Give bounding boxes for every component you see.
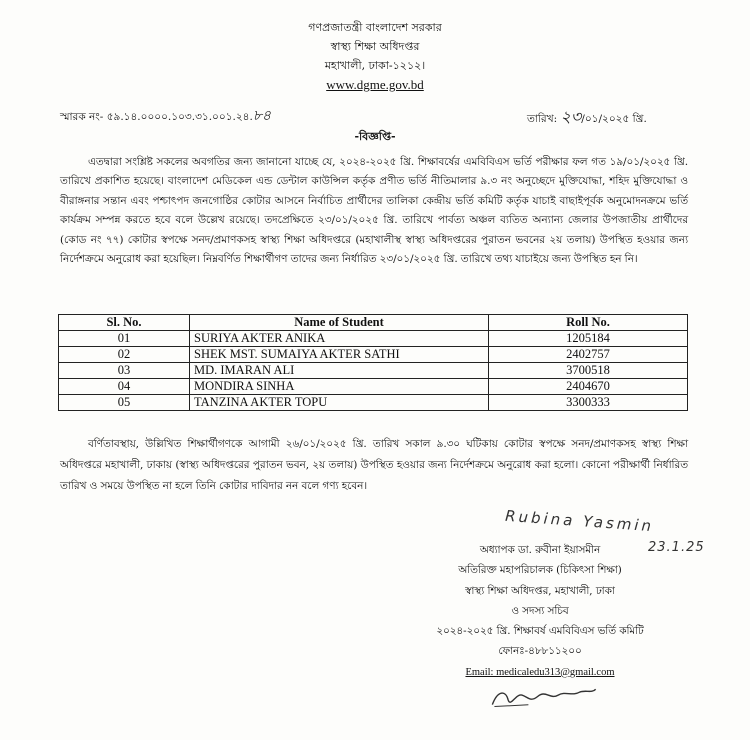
serial-cell: 03 <box>59 363 190 379</box>
name-cell: SHEK MST. SUMAIYA AKTER SATHI <box>190 347 489 363</box>
header-serial: Sl. No. <box>59 315 190 331</box>
govt-header <box>0 18 750 95</box>
website-link[interactable]: www.dgme.gov.bd <box>326 77 424 92</box>
roll-cell: 2402757 <box>489 347 688 363</box>
memo-label: স্মারক নং- ৫৯.১৪.০০০০.১০৩.৩১.০০১.২৪. <box>60 111 253 123</box>
signatory-office: স্বাস্থ্য শিক্ষা অধিদপ্তর, মহাখালী, ঢাকা <box>465 584 615 597</box>
roll-cell: 2404670 <box>489 379 688 395</box>
notice-title: -বিজ্ঞপ্তি- <box>354 130 396 143</box>
handwritten-signature-name: Rubina Yasmin <box>504 506 655 536</box>
signatory-title: অতিরিক্ত মহাপরিচালক (চিকিৎসা শিক্ষা) <box>458 564 622 577</box>
roll-cell: 1205184 <box>489 331 688 347</box>
serial-cell: 01 <box>59 331 190 347</box>
name-cell: TANZINA AKTER TOPU <box>190 395 489 411</box>
header-line-1: গণপ্রজাতন্ত্রী বাংলাদেশ সরকার <box>308 21 442 34</box>
name-cell: MD. IMARAN ALI <box>190 363 489 379</box>
table-row <box>59 379 688 395</box>
memo-number <box>60 104 271 128</box>
signatory-phone: ফোনঃ-৪৮৮১১২০০ <box>498 645 582 658</box>
signatory-email-link[interactable]: Email: medicaledu313@gmail.com <box>465 666 615 678</box>
table-row <box>59 395 688 411</box>
date-label: তারিখ: <box>527 113 558 125</box>
signatory-block <box>410 540 670 683</box>
header-line-2: স্বাস্থ্য শিক্ষা অধিদপ্তর <box>330 40 420 53</box>
signatory-role: ও সদস্য সচিব <box>511 604 569 617</box>
notice-paragraph-2: বর্ণিতাবস্থায়, উল্লিখিত শিক্ষার্থীগণকে আগামী ২৬/০১/২০২৫ খ্রি. তারিখ সকাল ৯.৩০ ঘটিকায় কোটার স্বপক্ষে সনদ/প্রমাণকসহ স্বাস্থ্য শিক্ষা অধিদপ্তরে মহাখালী, ঢাকায় (স্বাস্থ্য অধিদপ্তরের পুরাতন ভবন, ২য় তলায়) উপস্থিত হওয়ার জন্য নির্দেশক্রমে অনুরোধ করা হলো। কোনো পরীক্ষার্থী নির্ধারিত তারিখ ও সময়ে উপস্থিত না হলে তিনি কোটার দাবিদার নন বলে গণ্য হবেন। <box>60 438 688 492</box>
header-name: Name of Student <box>190 315 489 331</box>
date-handwritten-day: ২৩ <box>560 107 582 126</box>
date-rest: /০১/২০২৫ খ্রি. <box>581 113 647 125</box>
handwritten-signature-date: 23.1.25 <box>648 540 705 555</box>
table-row <box>59 363 688 379</box>
absent-students-table <box>58 314 688 411</box>
name-cell: MONDIRA SINHA <box>190 379 489 395</box>
name-cell: SURIYA AKTER ANIKA <box>190 331 489 347</box>
issue-date <box>527 104 647 131</box>
roll-cell: 3700518 <box>489 363 688 379</box>
table-row <box>59 347 688 363</box>
header-roll: Roll No. <box>489 315 688 331</box>
memo-handwritten-number: ৮৪ <box>252 108 272 124</box>
bottom-signature-mark <box>487 681 598 713</box>
table-row <box>59 331 688 347</box>
roll-cell: 3300333 <box>489 395 688 411</box>
signatory-committee: ২০২৪-২০২৫ খ্রি. শিক্ষাবর্ষ এমবিবিএস ভর্তি কমিটি <box>436 625 644 638</box>
table-header-row <box>59 315 688 331</box>
serial-cell: 04 <box>59 379 190 395</box>
serial-cell: 05 <box>59 395 190 411</box>
serial-cell: 02 <box>59 347 190 363</box>
header-line-3: মহাখালী, ঢাকা-১২১২। <box>324 59 426 72</box>
signatory-name: অধ্যাপক ডা. রুবীনা ইয়াসমীন <box>479 544 601 556</box>
notice-paragraph-1: এতদ্বারা সংশ্লিষ্ট সকলের অবগতির জন্য জানানো যাচ্ছে যে, ২০২৪-২০২৫ খ্রি. শিক্ষাবর্ষের এমবিবিএস ভর্তি পরীক্ষার ফল গত ১৯/০১/২০২৫ খ্রি. তারিখে প্রকাশিত হয়েছে। বাংলাদেশ মেডিকেল এন্ড ডেন্টাল কাউন্সিল কর্তৃক প্রণীত ভর্তি নীতিমালার ৯.৩ নং অনুচ্ছেদে মুক্তিযোদ্ধা, শহিদ মুক্তিযোদ্ধা ও বীরাঙ্গনার সন্তান এবং পশ্চাৎপদ জনগোষ্ঠির কোটার আসনে নির্বাচিত প্রার্থীদের তালিকা কেন্দ্রীয় ভর্তি কমিটি কর্তৃক যাচাই বাছাইপূর্বক অনুমোদনক্রমে ভর্তি কার্যক্রম সম্পন্ন করতে হবে বলে উল্লেখ রয়েছে। তদপ্রেক্ষিতে ২৩/০১/২০২৫ খ্রি. তারিখে পার্বত্য অঞ্চল ব্যতিত অন্যান্য জেলার উপজাতীয় প্রার্থীদের (কোড নং ৭৭) কোটার স্বপক্ষে সনদ/প্রমাণকসহ স্বাস্থ্য শিক্ষা অধিদপ্তরে (মহাখালীস্থ স্বাস্থ্য অধিদপ্তরের পুরাতন ভবনের ২য় তলায়) উপস্থিত হওয়ার জন্য নির্দেশক্রমে অনুরোধ করা হয়েছিল। নিম্নবর্ণিত শিক্ষার্থীগণ তাদের জন্য নির্ধারিত ২৩/০১/২০২৫ খ্রি. তারিখে তথ্য যাচাইয়ে জন্য উপস্থিত হন নি। <box>60 156 688 266</box>
